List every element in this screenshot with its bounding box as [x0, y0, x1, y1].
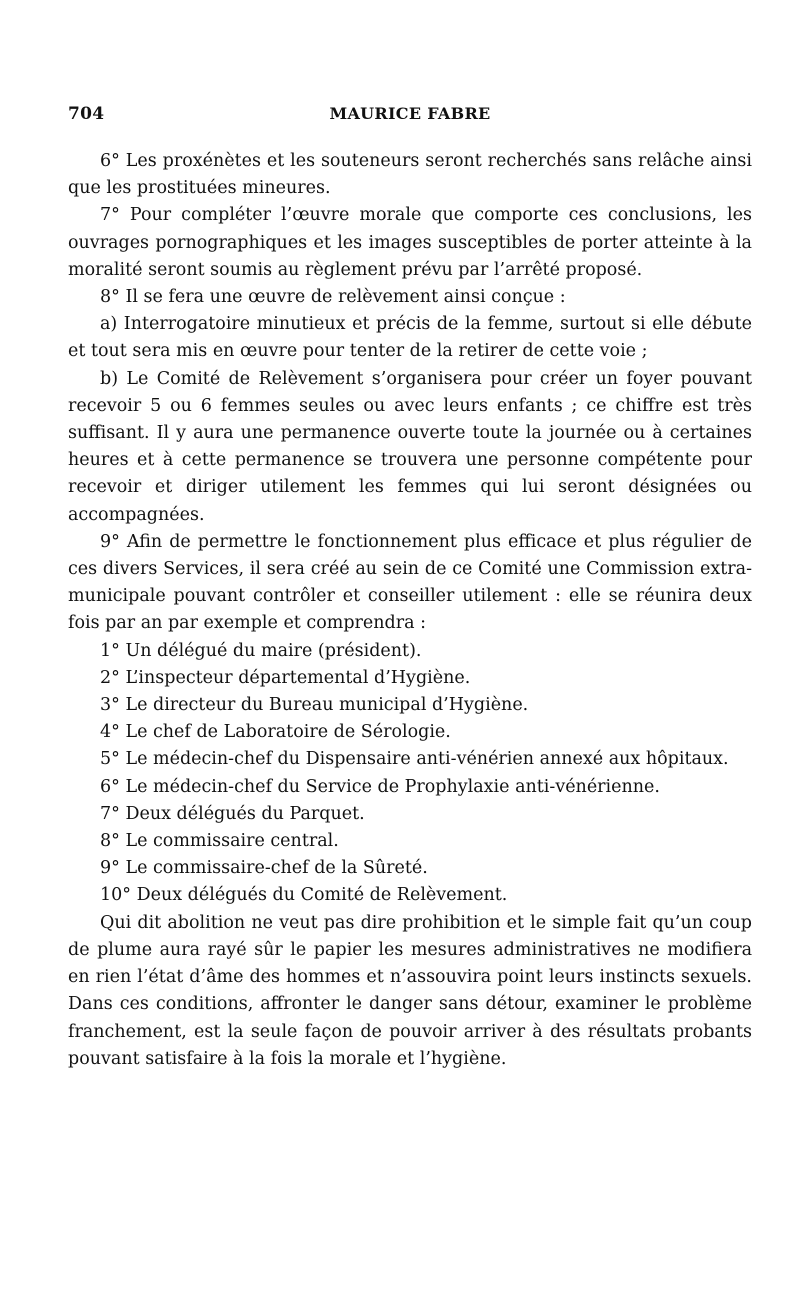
commission-member-4: 4° Le chef de Laboratoire de Sérologie. — [100, 722, 451, 743]
paragraph-item-6: 6° Les proxénètes et les souteneurs seront recherchés sans relâche ainsi que les prostituées mineures. — [68, 151, 752, 199]
commission-member-8: 8° Le commissaire central. — [100, 831, 339, 852]
commission-member-5: 5° Le médecin-chef du Dispensaire anti-vénérien annexé aux hôpitaux. — [100, 749, 729, 770]
page-number: 704 — [68, 104, 105, 124]
page-header — [68, 104, 752, 130]
body-text — [68, 148, 752, 1073]
closing-paragraph: Qui dit abolition ne veut pas dire prohibition et le simple fait qu’un coup de plume aura rayé sûr le papier les mesures administratives ne modifiera en rien l’état d’âme des hommes et n’assouvira point leurs instincts sexuels. Dans ces conditions, affronter le danger sans détour, examiner le problème franchement, est la seule façon de pouvoir arriver à des résultats probants pouvant satisfaire à la fois la morale et l’hygiène. — [68, 912, 752, 1069]
paragraph-item-9: 9° Afin de permettre le fonctionnement plus efficace et plus régulier de ces divers Services, il sera créé au sein de ce Comité une Commission extra-municipale pouvant contrôler et conseiller utilement : elle se réunira deux fois par an par exemple et comprendra : — [68, 531, 752, 634]
commission-member-2: 2° L’inspecteur départemental d’Hygiène. — [100, 667, 471, 688]
commission-member-3: 3° Le directeur du Bureau municipal d’Hygiène. — [100, 695, 529, 716]
paragraph-subitem-b: b) Le Comité de Relèvement s’organisera pour créer un foyer pouvant recevoir 5 ou 6 femmes seules ou avec leurs enfants ; ce chiffre est très suffisant. Il y aura une permanence ouverte toute la journée ou à certaines heures et à cette permanence se trouvera une personne compétente pour recevoir et diriger utilement les femmes qui lui seront désignées ou accompagnées. — [68, 368, 752, 525]
book-page — [68, 104, 752, 1073]
commission-member-9: 9° Le commissaire-chef de la Sûreté. — [100, 858, 428, 879]
commission-members-list — [68, 638, 752, 910]
commission-member-6: 6° Le médecin-chef du Service de Prophylaxie anti-vénérienne. — [100, 776, 660, 797]
commission-member-7: 7° Deux délégués du Parquet. — [100, 803, 365, 824]
paragraph-item-8: 8° Il se fera une œuvre de relèvement ainsi conçue : — [100, 287, 566, 308]
commission-member-1: 1° Un délégué du maire (président). — [100, 640, 422, 661]
paragraph-item-7: 7° Pour compléter l’œuvre morale que comporte ces conclusions, les ouvrages pornographiques et les images susceptibles de porter atteinte à la moralité seront soumis au règlement prévu par l’arrêté proposé. — [68, 205, 752, 280]
running-title: MAURICE FABRE — [329, 104, 491, 123]
commission-member-10: 10° Deux délégués du Comité de Relèvement. — [100, 885, 508, 906]
paragraph-subitem-a: a) Interrogatoire minutieux et précis de la femme, surtout si elle débute et tout sera mis en œuvre pour tenter de la retirer de cette voie ; — [68, 314, 752, 362]
